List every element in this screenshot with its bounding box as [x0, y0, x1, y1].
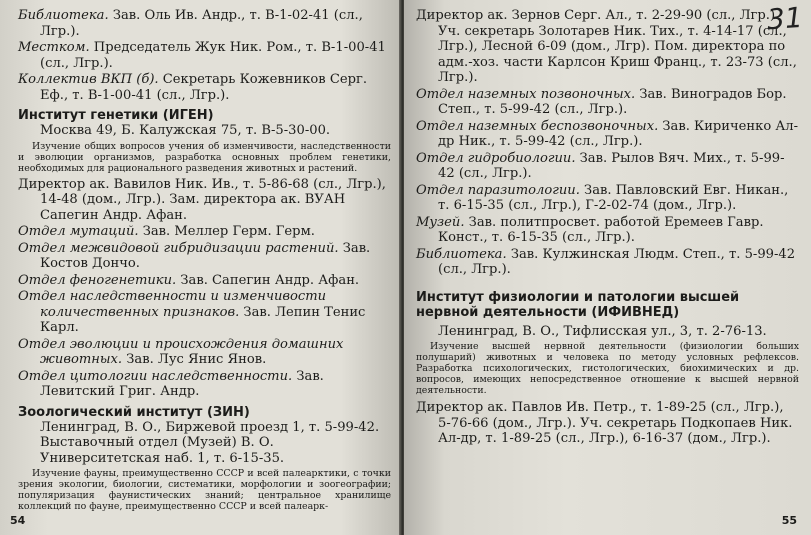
- entry-text: Зав. Оль Ив. Андр., т. В-1-02-41 (сл., Лгр.).: [40, 8, 363, 39]
- entry-department: [18, 224, 391, 240]
- entry-department: [18, 289, 391, 336]
- entry-label: Отдел межвидовой гибридизации растений.: [18, 240, 339, 256]
- entry-library: [416, 247, 799, 278]
- entry-label: Коллектив ВКП (б).: [18, 72, 159, 87]
- entry-text: Директор ак. Вавилов Ник. Ив., т. 5-86-68 (сл., Лгр.), 14-48 (дом., Лгр.). Зам. директора ак. ВУАН Сапегин Андр. Афан.: [18, 176, 386, 223]
- entry-label: Отдел паразитологии.: [416, 182, 580, 198]
- institute-description: Изучение общих вопросов учения об изменчивости, наследственности и эволюции организмов, разработка основных проблем генетики, необходимых для рационального разведения животных и растений.: [18, 140, 391, 174]
- left-page: [0, 0, 401, 535]
- entry-department: [416, 87, 799, 118]
- entry-department: [18, 337, 391, 368]
- entry-text: Зав. Рылов Вяч. Мих., т. 5-99-42 (сл., Лгр.).: [438, 150, 785, 181]
- institute-description: Изучение фауны, преимущественно СССР и всей палеарктики, с точки зрения экологии, биологии, систематики, морфологии и зоогеографии; популяризация фаунистических знаний; центральное хранилище коллекций по фауне, преимущественно СССР и всей палеарк-: [18, 468, 391, 512]
- entry-text: Зав. Кириченко Ал-др Ник., т. 5-99-42 (сл., Лгр.).: [438, 118, 799, 149]
- entry-department: [416, 119, 799, 150]
- page-number: 54: [10, 514, 26, 527]
- entry-label: Отдел эволюции и происхождения домашних животных.: [18, 336, 344, 367]
- entry-department: [18, 273, 391, 289]
- entry-text: Зав. Виноградов Бор. Степ., т. 5-99-42 (сл., Лгр.).: [438, 86, 787, 117]
- entry-text: Зав. политпросвет. работой Еремеев Гавр. Конст., т. 6-15-35 (сл., Лгр.).: [438, 214, 764, 245]
- entry-label: Отдел наземных беспозвоночных.: [416, 118, 659, 134]
- institute-title: Институт физиологии и патологии высшей нервной деятельности (ИФИВНЕД): [416, 289, 740, 320]
- handwritten-page-number: 31: [766, 0, 805, 37]
- institute-title: Институт генетики (ИГЕН): [18, 108, 214, 123]
- entry-label: Отдел гидробиологии.: [416, 150, 576, 166]
- entry-text: Секретарь Кожевников Серг. Еф., т. В-1-00-41 (сл., Лгр.).: [40, 72, 367, 103]
- entry-label: Музей.: [416, 214, 465, 230]
- entry-party-collective: [18, 72, 391, 103]
- institute-title: Зоологический институт (ЗИН): [18, 404, 250, 420]
- entry-director: [416, 8, 799, 86]
- entry-text: Зав. Левитский Григ. Андр.: [40, 368, 324, 399]
- entry-text: Зав. Меллер Герм. Герм.: [138, 224, 315, 239]
- right-page: [404, 0, 811, 535]
- entry-text: Зав. Костов Дончо.: [40, 240, 371, 271]
- institute-address: Москва 49, Б. Калужская 75, т. В-5-30-00.: [40, 123, 331, 138]
- entry-text: Председатель Жук Ник. Ром., т. В-1-00-41 (сл., Лгр.).: [40, 40, 386, 71]
- entry-label: Отдел наземных позвоночных.: [416, 86, 636, 102]
- entry-department: [416, 183, 799, 214]
- entry-text: Директор ак. Зернов Серг. Ал., т. 2-29-90 (сл., Лгр.). Уч. секретарь Золотарев Ник. Тих., т. 4-14-17 (сл., Лгр.), Лесной 6-09 (дом., Лгр). Пом. директора по адм.-хоз. части Карлсон Криш Франц., т. 23-73 (сл., Лгр.).: [416, 8, 797, 85]
- entry-museum: [416, 215, 799, 246]
- entry-label: Библиотека.: [18, 8, 109, 23]
- entry-department: [18, 369, 391, 400]
- institute-description: Изучение высшей нервной деятельности (физиологии больших полушарий) животных и человека по методу условных рефлексов. Разработка психологических, гистологических, биохимических и др. вопросов, имеющих непосредственное отношение к высшей нервной деятельности.: [416, 341, 799, 396]
- entry-local-committee: [18, 40, 391, 71]
- entry-director: [416, 400, 799, 447]
- entry-department: [416, 151, 799, 182]
- entry-label: Отдел феногенетики.: [18, 272, 177, 288]
- entry-label: Отдел цитологии наследственности.: [18, 368, 293, 384]
- entry-label: Местком.: [18, 40, 90, 55]
- entry-text: Зав. Павловский Евг. Никан., т. 6-15-35 (сл., Лгр.), Г-2-02-74 (дом., Лгр.).: [438, 182, 789, 213]
- entry-director: [18, 177, 391, 224]
- entry-library: [18, 8, 391, 39]
- entry-label: Отдел мутаций.: [18, 224, 139, 239]
- page-number: 55: [781, 514, 797, 527]
- institute-address: Ленинград, В. О., Тифлисская ул., 3, т. 2-76-13.: [438, 323, 767, 339]
- entry-label: Отдел наследственности и изменчивости количественных признаков.: [18, 289, 327, 320]
- entry-department: [18, 241, 391, 272]
- entry-text: Директор ак. Павлов Ив. Петр., т. 1-89-25 (сл., Лгр.), 5-76-66 (дом., Лгр.). Уч. секретарь Подкопаев Ник. Ал-др, т. 1-89-25 (сл., Лгр.), 6-16-37 (дом., Лгр.).: [416, 400, 793, 446]
- entry-label: Библиотека.: [416, 246, 507, 262]
- entry-text: Зав. Кулжинская Людм. Степ., т. 5-99-42 (сл., Лгр.).: [438, 246, 796, 277]
- institute-address: Ленинград, В. О., Биржевой проезд 1, т. 5-99-42. Выставочный отдел (Музей) В. О. Университетская наб. 1, т. 6-15-35.: [40, 419, 380, 466]
- entry-text: Зав. Лус Янис Янов.: [122, 352, 267, 367]
- entry-text: Зав. Лепин Тенис Карл.: [40, 304, 366, 335]
- entry-text: Зав. Сапегин Андр. Афан.: [176, 272, 360, 288]
